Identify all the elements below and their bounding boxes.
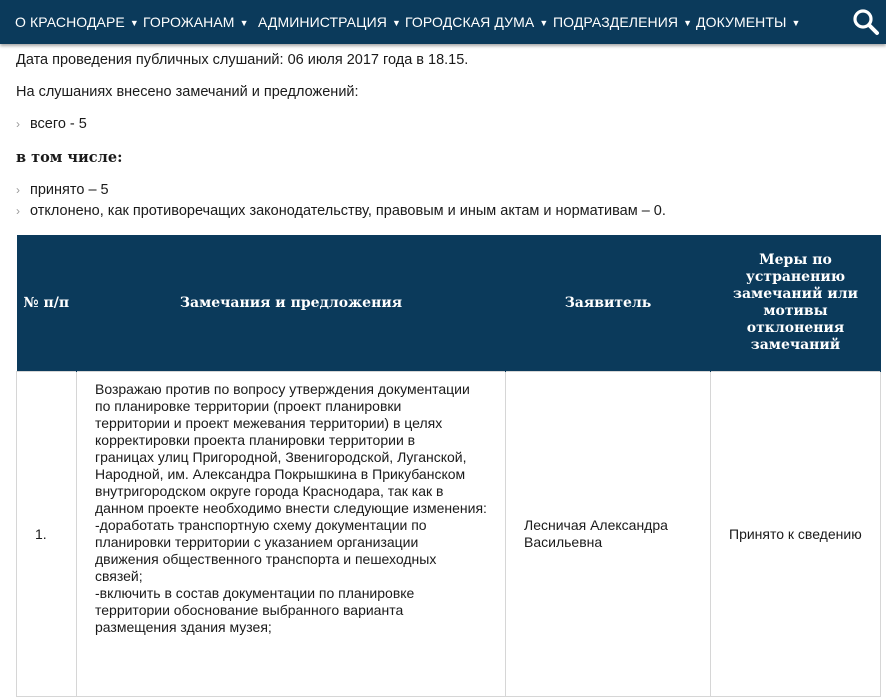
- cell-remarks: [77, 372, 506, 697]
- nav-item-label: ДОКУМЕНТЫ: [696, 14, 787, 30]
- chevron-down-icon: ▼: [129, 18, 139, 28]
- column-header-measures: Меры по устранению замечаний или мотивы отклонения замечаний: [711, 235, 881, 372]
- remark-line: -доработать транспортную схему документации по: [95, 517, 427, 533]
- remark-line: -включить в состав документации по планировке: [95, 585, 415, 601]
- cell-number: 1.: [17, 372, 77, 697]
- subheading-including: в том числе:: [16, 149, 123, 166]
- search-icon: [852, 8, 880, 36]
- remark-line: территории обоснование выбранного варианта: [95, 602, 404, 618]
- nav-item-about-krasnodar[interactable]: [15, 0, 139, 44]
- nav-item-city-duma[interactable]: [405, 0, 548, 44]
- cell-applicant: Лесничая Александра Васильевна: [506, 372, 711, 697]
- chevron-down-icon: ▼: [539, 18, 549, 28]
- remark-line: корректировки проекта планировки территории в: [95, 432, 416, 448]
- bullet-chevron-icon: ›: [16, 183, 20, 197]
- remark-line: внутригородском округе города Краснодара, так как в: [95, 483, 444, 499]
- remark-line: размещения здания музея;: [95, 619, 272, 635]
- list-item-label: принято – 5: [30, 182, 109, 198]
- column-header-applicant: Заявитель: [506, 235, 711, 372]
- nav-item-documents[interactable]: [696, 0, 801, 44]
- remark-line: Народной, им. Александра Покрышкина в Прикубанском: [95, 466, 466, 482]
- top-navigation-bar: [0, 0, 886, 44]
- list-item-total: [16, 116, 87, 132]
- cell-measures: Принято к сведению: [711, 372, 881, 697]
- column-header-number: № п/п: [17, 235, 77, 372]
- list-item-rejected: [16, 203, 666, 219]
- search-button[interactable]: [852, 8, 880, 36]
- chevron-down-icon: ▼: [391, 18, 401, 28]
- nav-item-label: ПОДРАЗДЕЛЕНИЯ: [553, 14, 679, 30]
- list-item-label: всего - 5: [30, 116, 87, 132]
- remark-line: по планировке территории (проект планировки: [95, 398, 402, 414]
- remark-line: границах улиц Пригородной, Звенигородской, Луганской,: [95, 449, 467, 465]
- table-header-row: [17, 235, 881, 372]
- remark-line: данном проекте необходимо внести следующие изменения:: [95, 500, 487, 516]
- list-item-label: отклонено, как противоречащих законодательству, правовым и иным актам и нормативам – 0.: [30, 203, 666, 219]
- chevron-down-icon: ▼: [791, 18, 801, 28]
- chevron-down-icon: ▼: [683, 18, 693, 28]
- hearing-date-text: Дата проведения публичных слушаний: 06 июля 2017 года в 18.15.: [16, 52, 469, 68]
- nav-item-label: ГОРОДСКАЯ ДУМА: [405, 14, 535, 30]
- nav-item-divisions[interactable]: [553, 0, 692, 44]
- remark-line: Возражаю против по вопросу утверждения документации: [95, 381, 470, 397]
- table-row: [17, 372, 881, 697]
- nav-item-label: О КРАСНОДАРЕ: [15, 14, 125, 30]
- nav-item-label: ГОРОЖАНАМ: [143, 14, 235, 30]
- remark-line: планировки территории с указанием организации: [95, 534, 419, 550]
- remarks-count-text: На слушаниях внесено замечаний и предложений:: [16, 84, 359, 100]
- column-header-remarks: Замечания и предложения: [77, 235, 506, 372]
- nav-item-citizens[interactable]: [143, 0, 249, 44]
- list-item-accepted: [16, 182, 109, 198]
- chevron-down-icon: ▼: [239, 18, 249, 28]
- bullet-chevron-icon: ›: [16, 204, 20, 218]
- nav-item-label: АДМИНИСТРАЦИЯ: [258, 14, 387, 30]
- remark-line: территории и проект межевания территории) в целях: [95, 415, 443, 431]
- remarks-table: [16, 235, 881, 697]
- remark-line: движения общественного транспорта и пешеходных: [95, 551, 437, 567]
- remark-line: связей;: [95, 568, 143, 584]
- nav-item-administration[interactable]: [258, 0, 401, 44]
- bullet-chevron-icon: ›: [16, 117, 20, 131]
